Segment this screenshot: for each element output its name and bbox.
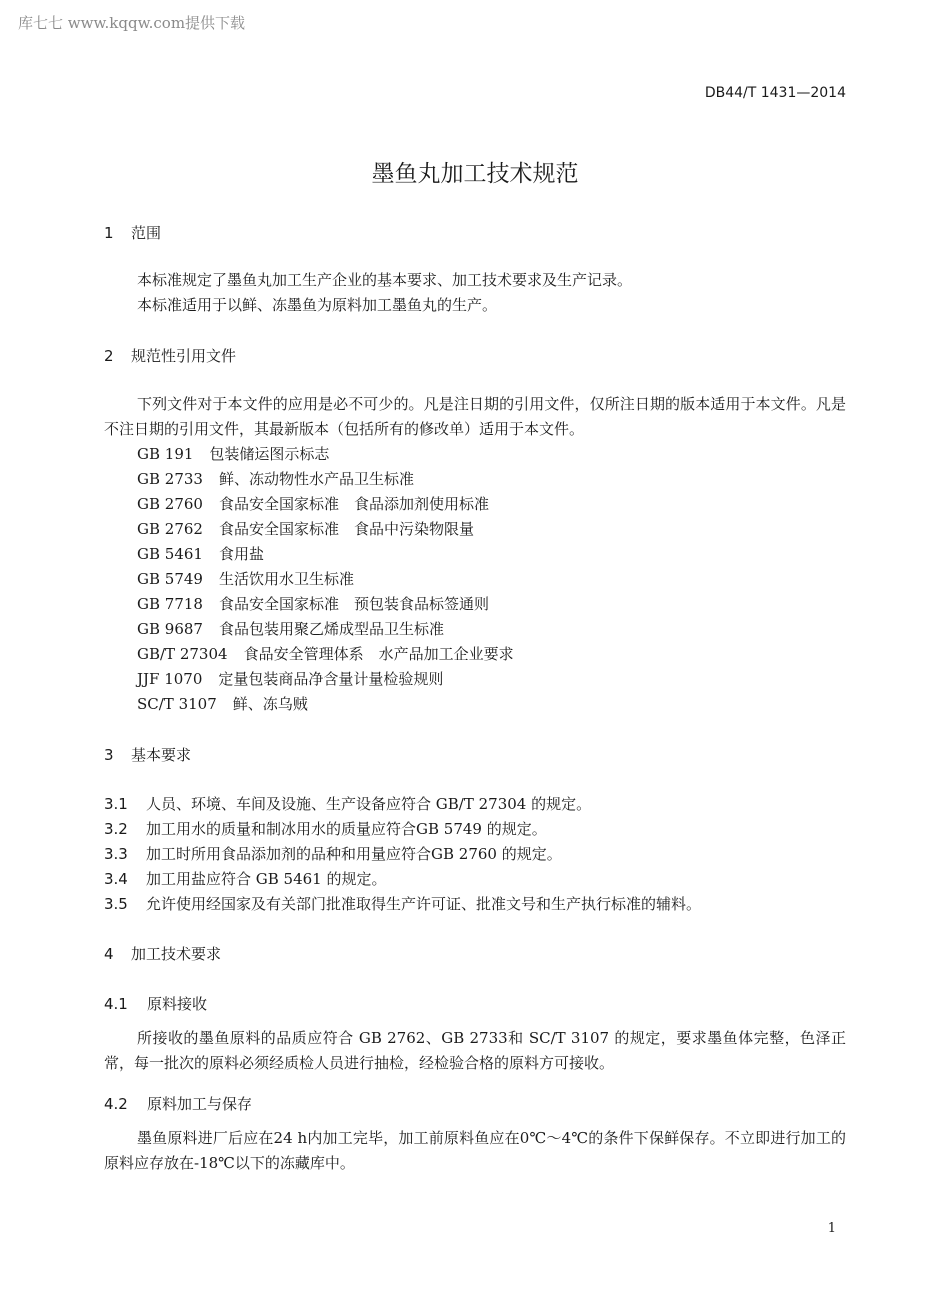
page-title: 墨鱼丸加工技术规范 [371, 161, 579, 187]
clause-number: 3.5 [104, 895, 128, 913]
reference-item [137, 568, 354, 589]
reference-title: 食品安全国家标准 预包装食品标签通则 [218, 595, 489, 613]
paragraph: 下列文件对于本文件的应用是必不可少的。凡是注日期的引用文件，仅所注日期的版本适用于本文件。凡是不注日期的引用文件，其最新版本（包括所有的修改单）适用于本文件。 [104, 395, 846, 438]
section-number: 4 [104, 945, 114, 963]
reference-item [137, 643, 514, 664]
clause-text: 加工用水的质量和制冰用水的质量应符合GB 5749 的规定。 [146, 820, 547, 838]
reference-code: GB 5461 [137, 545, 203, 563]
paragraph: 本标准规定了墨鱼丸加工生产企业的基本要求、加工技术要求及生产记录。 [137, 271, 633, 289]
section-number: 3 [104, 746, 114, 764]
requirement-item [104, 818, 547, 839]
reference-code: GB 5749 [137, 570, 203, 588]
reference-code: GB 2760 [137, 495, 203, 513]
reference-title: 食品安全管理体系 水产品加工企业要求 [243, 645, 514, 663]
reference-item [137, 668, 443, 689]
subsection-heading-4-1 [104, 993, 207, 1014]
subsection-title: 原料加工与保存 [147, 1095, 253, 1113]
reference-code: GB/T 27304 [137, 645, 228, 663]
reference-item [137, 593, 489, 614]
clause-number: 3.1 [104, 795, 128, 813]
reference-code: JJF 1070 [137, 670, 203, 688]
paragraph: 所接收的墨鱼原料的品质应符合 GB 2762、GB 2733和 SC/T 3107 的规定，要求墨鱼体完整，色泽正常，每一批次的原料必须经质检人员进行抽检，经检验合格的原料方可接收。 [104, 1029, 846, 1072]
reference-code: SC/T 3107 [137, 695, 217, 713]
reference-title: 定量包装商品净含量计量检验规则 [218, 670, 444, 688]
page-number: 1 [827, 1221, 836, 1236]
section-title: 范围 [131, 224, 162, 242]
reference-title: 食品安全国家标准 食品中污染物限量 [218, 520, 474, 538]
reference-code: GB 2733 [137, 470, 203, 488]
document-number: DB44/T 1431—2014 [704, 85, 846, 101]
section-heading-2 [104, 345, 236, 366]
reference-title: 鲜、冻乌贼 [232, 695, 308, 713]
reference-item [137, 468, 414, 489]
reference-code: GB 7718 [137, 595, 203, 613]
watermark: 库七七 www.kqqw.com提供下载 [18, 14, 246, 32]
section-number: 1 [104, 224, 114, 242]
paragraph: 本标准适用于以鲜、冻墨鱼为原料加工墨鱼丸的生产。 [137, 296, 498, 314]
section-title: 加工技术要求 [131, 945, 222, 963]
reference-title: 包装储运图示标志 [209, 445, 330, 463]
section-title: 规范性引用文件 [131, 347, 237, 365]
paragraph: 墨鱼原料进厂后应在24 h内加工完毕，加工前原料鱼应在0℃～4℃的条件下保鲜保存。不立即进行加工的原料应存放在-18℃以下的冻藏库中。 [104, 1129, 846, 1172]
reference-item [137, 693, 308, 714]
reference-title: 食品安全国家标准 食品添加剂使用标准 [218, 495, 489, 513]
reference-title: 生活饮用水卫生标准 [218, 570, 354, 588]
section-heading-3 [104, 744, 191, 765]
reference-code: GB 9687 [137, 620, 203, 638]
clause-text: 加工时所用食品添加剂的品种和用量应符合GB 2760 的规定。 [146, 845, 562, 863]
subsection-title: 原料接收 [147, 995, 208, 1013]
requirement-item [104, 793, 591, 814]
section-title: 基本要求 [131, 746, 192, 764]
reference-code: GB 191 [137, 445, 194, 463]
reference-title: 鲜、冻动物性水产品卫生标准 [218, 470, 414, 488]
clause-number: 3.4 [104, 870, 128, 888]
requirement-item [104, 868, 387, 889]
reference-code: GB 2762 [137, 520, 203, 538]
clause-text: 人员、环境、车间及设施、生产设备应符合 GB/T 27304 的规定。 [146, 795, 592, 813]
reference-item [137, 518, 474, 539]
clause-text: 加工用盐应符合 GB 5461 的规定。 [146, 870, 387, 888]
clause-number: 3.3 [104, 845, 128, 863]
clause-number: 3.2 [104, 820, 128, 838]
requirement-item [104, 843, 562, 864]
reference-item [137, 618, 444, 639]
reference-title: 食品包装用聚乙烯成型品卫生标准 [218, 620, 444, 638]
requirement-item [104, 893, 701, 914]
subsection-number: 4.1 [104, 995, 128, 1013]
section-number: 2 [104, 347, 114, 365]
subsection-number: 4.2 [104, 1095, 128, 1113]
reference-item [137, 493, 489, 514]
section-heading-1 [104, 222, 161, 243]
reference-item [137, 543, 264, 564]
clause-text: 允许使用经国家及有关部门批准取得生产许可证、批准文号和生产执行标准的辅料。 [146, 895, 702, 913]
reference-item [137, 443, 329, 464]
reference-title: 食用盐 [218, 545, 264, 563]
section-heading-4 [104, 943, 221, 964]
subsection-heading-4-2 [104, 1093, 252, 1114]
